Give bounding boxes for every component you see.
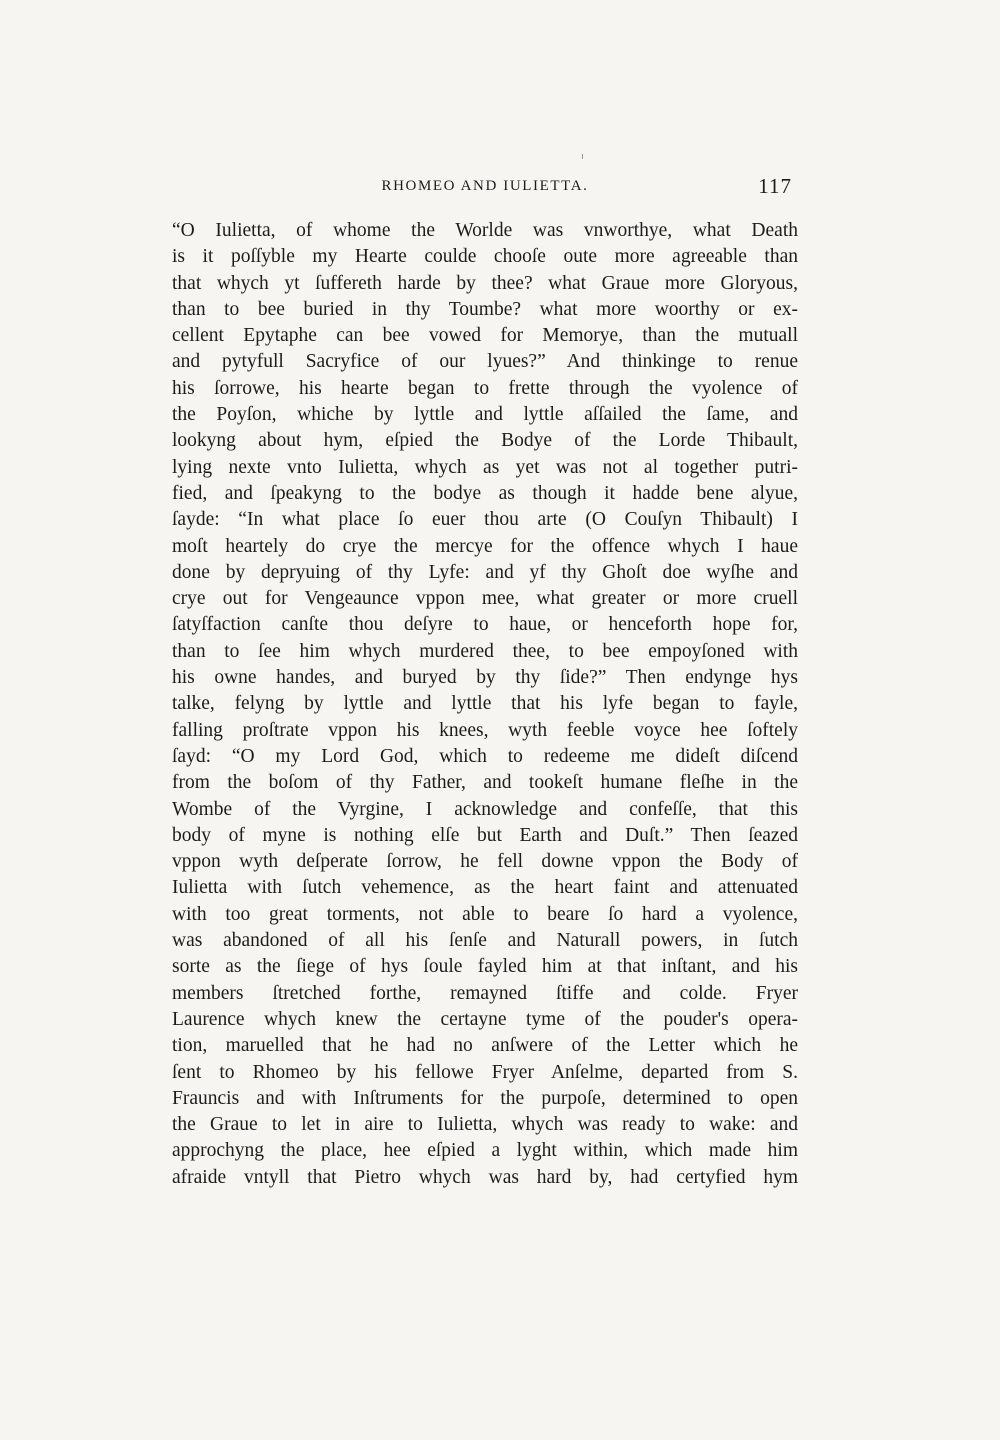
text-line: tion, maruelled that he had no anſwere of the Letter which he	[172, 1035, 798, 1057]
text-line: cellent Epytaphe can bee vowed for Memorye, than the mutuall	[172, 325, 798, 347]
text-line: Iulietta with ſutch vehemence, as the heart faint and attenuated	[172, 877, 798, 899]
text-line: sorte as the ſiege of hys ſoule fayled him at that inſtant, and his	[172, 956, 798, 978]
text-line: lying nexte vnto Iulietta, whych as yet was not al together putri-	[172, 456, 798, 478]
body-text	[172, 218, 798, 1191]
paper-speck	[582, 154, 583, 159]
text-line: ſayd: “O my Lord God, which to redeeme me dideſt diſcend	[172, 745, 798, 767]
text-line: with too great torments, not able to beare ſo hard a vyolence,	[172, 903, 798, 925]
text-line: ſatyſfaction canſte thou deſyre to haue, or henceforth hope for,	[172, 614, 798, 636]
text-line: talke, felyng by lyttle and lyttle that his lyfe began to fayle,	[172, 693, 798, 715]
text-line: is it poſſyble my Hearte coulde chooſe oute more agreeable than	[172, 246, 798, 268]
text-line: moſt heartely do crye the mercye for the offence whych I haue	[172, 535, 798, 557]
text-line: and pytyfull Sacryfice of our lyues?” And thinkinge to renue	[172, 351, 798, 373]
text-line: was abandoned of all his ſenſe and Naturall powers, in ſutch	[172, 930, 798, 952]
text-line: ſayde: “In what place ſo euer thou arte (O Couſyn Thibault) I	[172, 509, 798, 531]
text-line: afraide vntyll that Pietro whych was hard by, had certyfied hym	[172, 1166, 798, 1188]
text-line: fied, and ſpeakyng to the bodye as though it hadde bene alyue,	[172, 482, 798, 504]
text-line: his owne handes, and buryed by thy ſide?” Then endynge hys	[172, 667, 798, 689]
text-line: that whych yt ſuffereth harde by thee? what Graue more Gloryous,	[172, 272, 798, 294]
text-line: from the boſom of thy Father, and tookeſt humane fleſhe in the	[172, 772, 798, 794]
text-line: Frauncis and with Inſtruments for the purpoſe, determined to open	[172, 1087, 798, 1109]
text-line: “O Iulietta, of whome the Worlde was vnworthye, what Death	[172, 220, 798, 241]
running-head	[172, 174, 798, 198]
page-number: 117	[758, 174, 792, 198]
text-line: members ſtretched forthe, remayned ſtiffe and colde. Fryer	[172, 982, 798, 1004]
text-line: Wombe of the Vyrgine, I acknowledge and confeſſe, that this	[172, 798, 798, 820]
text-line: body of myne is nothing elſe but Earth and Duſt.” Then ſeazed	[172, 824, 798, 846]
text-line: than to bee buried in thy Toumbe? what more woorthy or ex-	[172, 298, 798, 320]
running-title: RHOMEO AND IULIETTA.	[381, 178, 589, 194]
text-line: falling proſtrate vppon his knees, wyth feeble voyce hee ſoftely	[172, 719, 798, 741]
text-line: the Poyſon, whiche by lyttle and lyttle aſſailed the ſame, and	[172, 404, 798, 426]
text-line: done by depryuing of thy Lyfe: and yf thy Ghoſt doe wyſhe and	[172, 561, 798, 583]
text-line: Laurence whych knew the certayne tyme of the pouder's opera-	[172, 1008, 798, 1030]
text-line: lookyng about hym, eſpied the Bodye of the Lorde Thibault,	[172, 430, 798, 452]
text-line: vppon wyth deſperate ſorrow, he fell downe vppon the Body of	[172, 851, 798, 873]
text-line: than to ſee him whych murdered thee, to bee empoyſoned with	[172, 640, 798, 662]
text-line: crye out for Vengeaunce vppon mee, what greater or more cruell	[172, 588, 798, 610]
text-line: his ſorrowe, his hearte began to frette through the vyolence of	[172, 377, 798, 399]
text-line: the Graue to let in aire to Iulietta, whych was ready to wake: and	[172, 1114, 798, 1136]
text-line: approchyng the place, hee eſpied a lyght within, which made him	[172, 1140, 798, 1162]
text-line: ſent to Rhomeo by his fellowe Fryer Anſelme, departed from S.	[172, 1061, 798, 1083]
